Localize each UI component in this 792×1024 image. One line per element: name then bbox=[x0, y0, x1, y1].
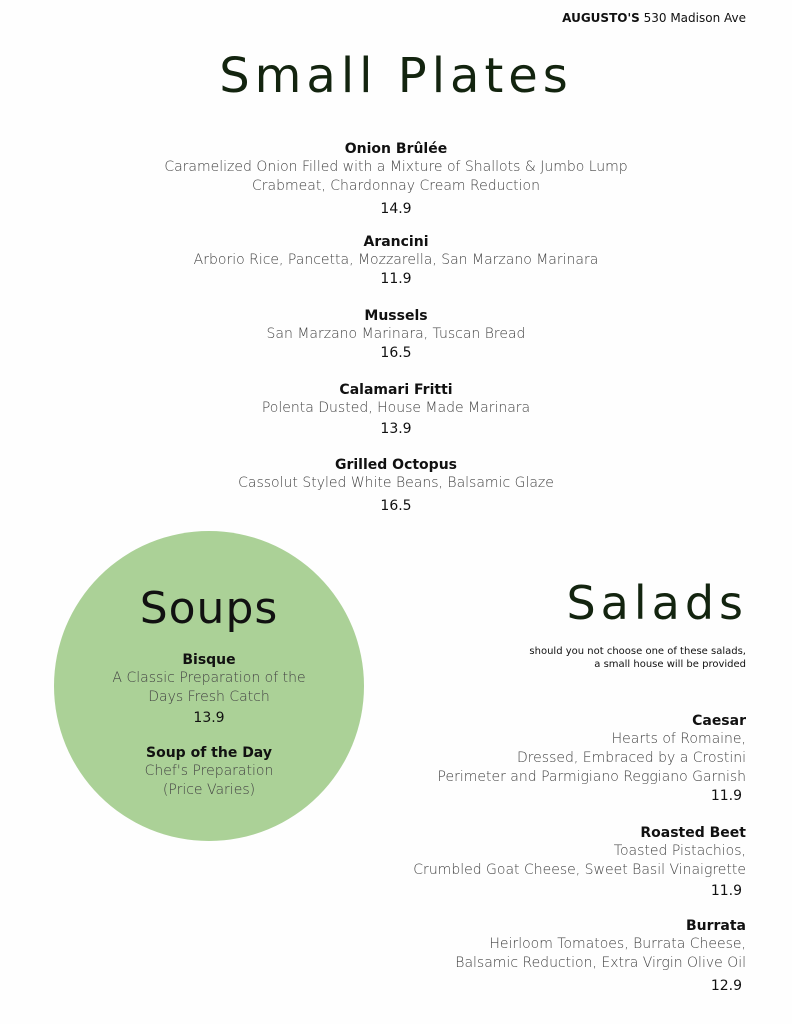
item-name: Bisque bbox=[182, 652, 236, 668]
item-price: 16.5 bbox=[380, 345, 412, 361]
item-name: Mussels bbox=[364, 308, 428, 324]
item-name: Onion Brûlée bbox=[344, 141, 448, 157]
menu-item bbox=[0, 233, 792, 288]
menu-item bbox=[438, 712, 746, 805]
item-description: Polenta Dusted, House Made Marinara bbox=[261, 400, 531, 416]
menu-item bbox=[0, 381, 792, 438]
salads-note bbox=[529, 645, 746, 671]
restaurant-address: 530 Madison Ave bbox=[643, 11, 746, 25]
item-description: Chef's Preparation bbox=[144, 763, 274, 779]
item-price: 16.5 bbox=[380, 498, 412, 514]
item-name: Roasted Beet bbox=[640, 825, 746, 841]
item-description: Crabmeat, Chardonnay Cream Reduction bbox=[252, 178, 540, 194]
item-price: 11.9 bbox=[710, 883, 742, 899]
item-description: Perimeter and Parmigiano Reggiano Garnish bbox=[437, 769, 746, 785]
item-description: Balsamic Reduction, Extra Virgin Olive Oil bbox=[455, 955, 746, 971]
item-price: 13.9 bbox=[193, 710, 225, 726]
item-price: 11.9 bbox=[380, 271, 412, 287]
menu-item bbox=[0, 456, 792, 515]
item-description: Cassolut Styled White Beans, Balsamic Glaze bbox=[238, 475, 554, 491]
item-price: 12.9 bbox=[710, 978, 742, 994]
item-description: (Price Varies) bbox=[162, 782, 256, 798]
item-description: Toasted Pistachios, bbox=[613, 843, 746, 859]
item-description: Hearts of Romaine, bbox=[611, 731, 746, 747]
menu-item bbox=[54, 744, 364, 800]
menu-item bbox=[413, 824, 746, 900]
item-description: Arborio Rice, Pancetta, Mozzarella, San Marzano Marinara bbox=[193, 252, 599, 268]
item-name: Burrata bbox=[685, 918, 746, 934]
item-name: Caesar bbox=[692, 713, 746, 729]
item-name: Arancini bbox=[363, 234, 429, 250]
item-name: Grilled Octopus bbox=[334, 457, 457, 473]
restaurant-header bbox=[562, 11, 746, 25]
menu-item bbox=[0, 307, 792, 362]
item-description: A Classic Preparation of the bbox=[112, 670, 306, 686]
menu-item bbox=[455, 917, 746, 995]
menu-item bbox=[54, 651, 364, 727]
item-description: San Marzano Marinara, Tuscan Bread bbox=[266, 326, 526, 342]
salads-title: Salads bbox=[566, 576, 748, 630]
item-description: Days Fresh Catch bbox=[148, 689, 270, 705]
item-price: 13.9 bbox=[380, 421, 412, 437]
restaurant-name: AUGUSTO'S bbox=[562, 11, 640, 25]
item-price: 11.9 bbox=[710, 788, 742, 804]
item-name: Calamari Fritti bbox=[339, 382, 453, 398]
item-description: Heirloom Tomatoes, Burrata Cheese, bbox=[489, 936, 746, 952]
menu-item bbox=[0, 140, 792, 218]
item-description: Dressed, Embraced by a Crostini bbox=[516, 750, 746, 766]
note-line: should you not choose one of these salads, bbox=[529, 646, 746, 657]
soups-title: Soups bbox=[139, 583, 279, 634]
item-description: Crumbled Goat Cheese, Sweet Basil Vinaigrette bbox=[413, 862, 746, 878]
item-price: 14.9 bbox=[380, 201, 412, 217]
item-name: Soup of the Day bbox=[146, 745, 272, 761]
item-description: Caramelized Onion Filled with a Mixture of Shallots & Jumbo Lump bbox=[164, 159, 628, 175]
small-plates-title: Small Plates bbox=[219, 48, 573, 104]
note-line: a small house will be provided bbox=[594, 659, 746, 670]
